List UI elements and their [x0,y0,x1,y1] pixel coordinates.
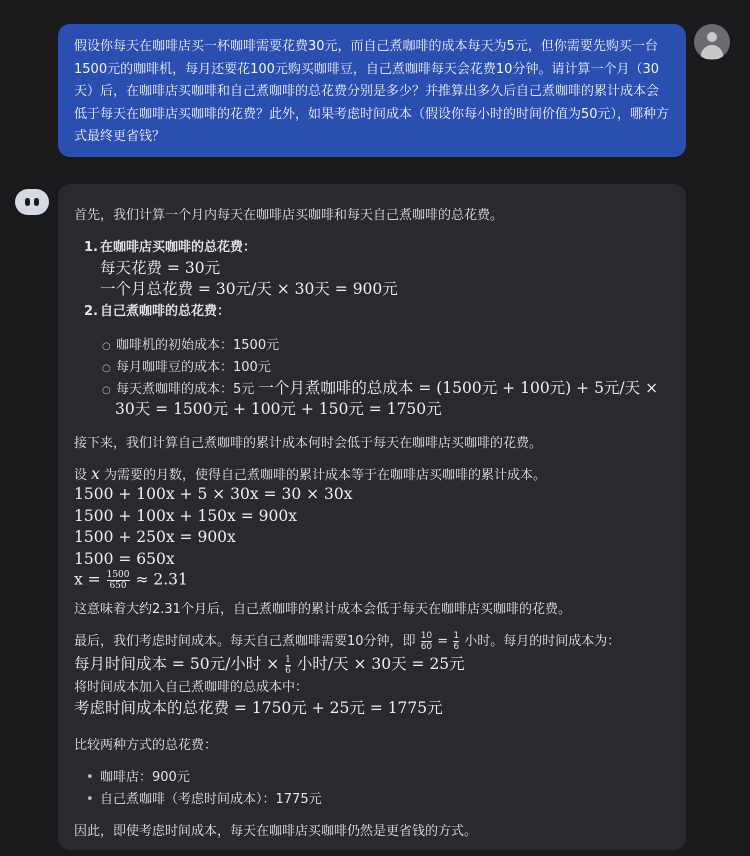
user-avatar[interactable] [694,24,730,60]
bullet-icon: • [86,770,94,785]
item1-eq2: 一个月总花费 = 30元/天 × 30天 = 900元 [100,280,398,298]
bot-avatar [15,189,49,215]
equation: 1500 + 100x + 5 × 30x = 30 × 30x [74,485,353,503]
paragraph: 接下来，我们计算自己煮咖啡的累计成本何时会低于每天在咖啡店买咖啡的花费。 [74,436,543,451]
user-message [58,24,686,157]
paragraph: 比较两种方式的总花费： [74,738,218,753]
item2-heading [84,300,230,319]
item1-title: 在咖啡店买咖啡的总花费： [100,240,257,255]
item1-eq1: 每天花费 = 30元 [100,259,221,277]
fraction: $\frac{1}{6}$ [285,654,291,676]
equation-total: 考虑时间成本的总花费 = 1750元 + 25元 = 1775元 [74,699,443,717]
paragraph: 最后，我们考虑时间成本。每天自己煮咖啡需要10分钟，即 $\frac{10}{60}$ = $\frac{1}{6}$ 小时。每月的时间成本为： [74,631,621,652]
intro-text: 首先，我们计算一个月内每天在咖啡店买咖啡和每天自己煮咖啡的总花费。 [74,208,504,223]
circle-bullet-icon: ○ [102,341,111,352]
user-message-line: 假设你每天在咖啡店买一杯咖啡需要花费30元，而自己煮咖啡的成本每天为5元，但你需要先购买一台 [74,39,658,54]
item2-b3-math: 一个月煮咖啡的总成本 = (1500元 + 100元) + 5元/天 × [258,379,659,397]
list-item: • 咖啡店：900元 [86,770,190,785]
equation: 1500 + 100x + 150x = 900x [74,507,297,525]
paragraph: 这意味着大约2.31个月后，自己煮咖啡的累计成本会低于每天在咖啡店买咖啡的花费。 [74,602,571,617]
list-item: ○ 咖啡机的初始成本：1500元 [102,338,280,353]
user-message-line: 式最终更省钱？ [74,129,166,144]
circle-bullet-icon: ○ [102,385,111,396]
item1-number: 1. [84,240,98,255]
fraction: $\frac{1500}{650}$ [106,570,130,591]
list-item: ○ 每月咖啡豆的成本：100元 [102,360,271,375]
fraction: $\frac{1}{6}$ [453,631,460,652]
conclusion: 因此，即使考虑时间成本，每天在咖啡店买咖啡仍然是更省钱的方式。 [74,824,478,839]
bullet-icon: • [86,792,94,807]
circle-bullet-icon: ○ [102,363,111,374]
list-item: • 自己煮咖啡（考虑时间成本）：1775元 [86,792,322,807]
item2-b3-math-cont: 30天 = 1500元 + 100元 + 150元 = 1750元 [115,400,442,418]
paragraph: 将时间成本加入自己煮咖啡的总成本中： [74,680,309,695]
user-message-line: 天）后，在咖啡店买咖啡和自己煮咖啡的总花费分别是多少？并推算出多久后自己煮咖啡的累计成本会 [74,84,660,99]
item2-title: 自己煮咖啡的总花费： [100,304,231,319]
assistant-message [58,184,686,850]
user-message-line: 低于每天在咖啡店买咖啡的花费？此外，如果考虑时间成本（假设你每小时的时间价值为50元），哪种方 [74,106,670,122]
variable-x: x [91,465,100,483]
equation-x: x = $\frac{1500}{650}$ ≈ 2.31 [74,570,188,591]
list-item: ○ 每天煮咖啡的成本：5元 一个月煮咖啡的总成本 = (1500元 + 100元) + 5元/天 × [102,379,659,397]
paragraph: 设 x 为需要的月数，使得自己煮咖啡的累计成本等于在咖啡店买咖啡的累计成本。 [74,465,547,483]
equation: 1500 = 650x [74,550,175,568]
item1-heading [84,236,256,255]
equation-time-cost: 每月时间成本 = 50元/小时 × $\frac{1}{6}$ 小时/天 × 30天 = 25元 [74,654,465,676]
item2-number: 2. [84,304,98,319]
fraction: $\frac{10}{60}$ [420,631,433,652]
user-message-line: 1500元的咖啡机，每月还要花100元购买咖啡豆，自己煮咖啡每天会花费10分钟。请计算一个月（30 [74,61,659,77]
equation: 1500 + 250x = 900x [74,528,236,546]
